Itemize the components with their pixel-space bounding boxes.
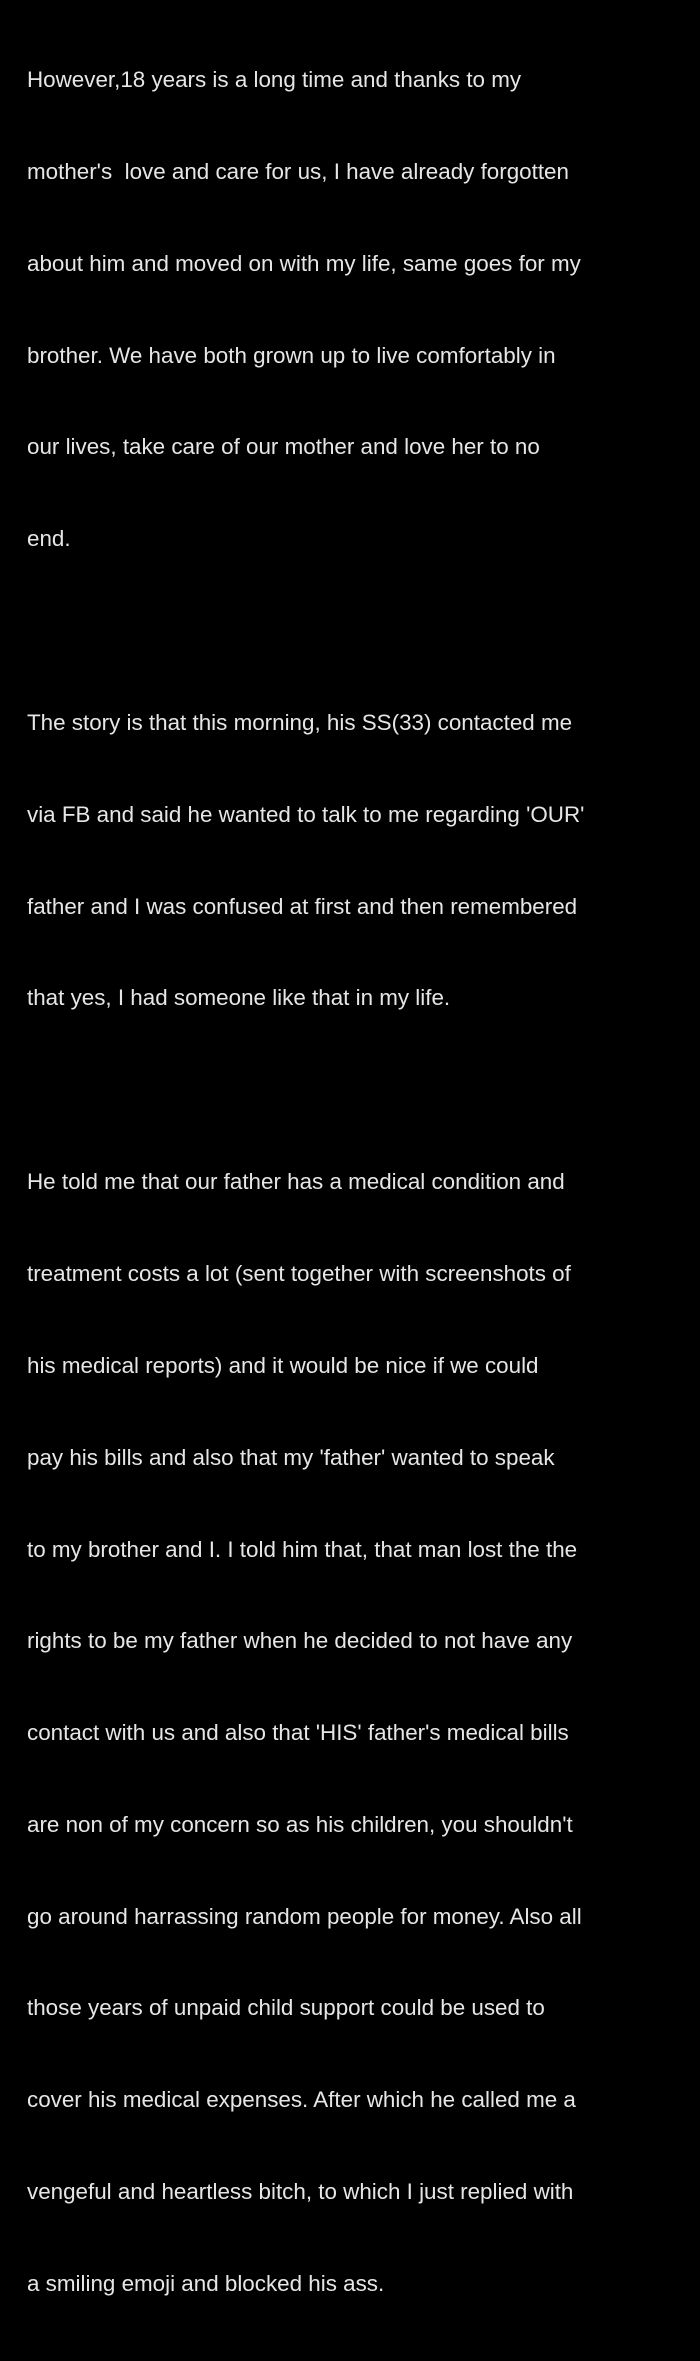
text-line: to my brother and I. I told him that, that man lost the the [27, 1536, 578, 1562]
text-line: pay his bills and also that my 'father' wanted to speak [27, 1444, 555, 1470]
text-line: his medical reports) and it would be nice if we could [27, 1352, 539, 1378]
text-line: However,18 years is a long time and thanks to my [27, 67, 522, 93]
text-line: treatment costs a lot (sent together with screenshots of [27, 1261, 571, 1287]
text-line: a smiling emoji and blocked his ass. [27, 2270, 385, 2296]
text-line: The story is that this morning, his SS(33) contacted me [27, 710, 573, 736]
text-line: vengeful and heartless bitch, to which I just replied with [27, 2178, 574, 2204]
text-line: are non of my concern so as his children, you shouldn't [27, 1811, 573, 1837]
text-line: He told me that our father has a medical condition and [27, 1169, 565, 1195]
text-line: cover his medical expenses. After which he called me a [27, 2087, 576, 2113]
text-line: end. [27, 526, 71, 552]
text-line: contact with us and also that 'HIS' father's medical bills [27, 1720, 569, 1746]
paragraph-1 [27, 4, 684, 616]
text-line: rights to be my father when he decided to not have any [27, 1628, 573, 1654]
text-line: via FB and said he wanted to talk to me regarding 'OUR' [27, 801, 585, 827]
text-line: go around harrassing random people for money. Also all [27, 1903, 582, 1929]
text-line: our lives, take care of our mother and love her to no [27, 434, 540, 460]
text-line: about him and moved on with my life, same goes for my [27, 250, 581, 276]
text-line: those years of unpaid child support could be used to [27, 1995, 545, 2021]
paragraph-3 [27, 1106, 684, 2360]
paragraph-2 [27, 647, 684, 1075]
text-line: that yes, I had someone like that in my life. [27, 985, 451, 1011]
text-line: brother. We have both grown up to live comfortably in [27, 342, 556, 368]
text-line: mother's love and care for us, I have already forgotten [27, 158, 569, 184]
text-line: father and I was confused at first and then remembered [27, 893, 578, 919]
